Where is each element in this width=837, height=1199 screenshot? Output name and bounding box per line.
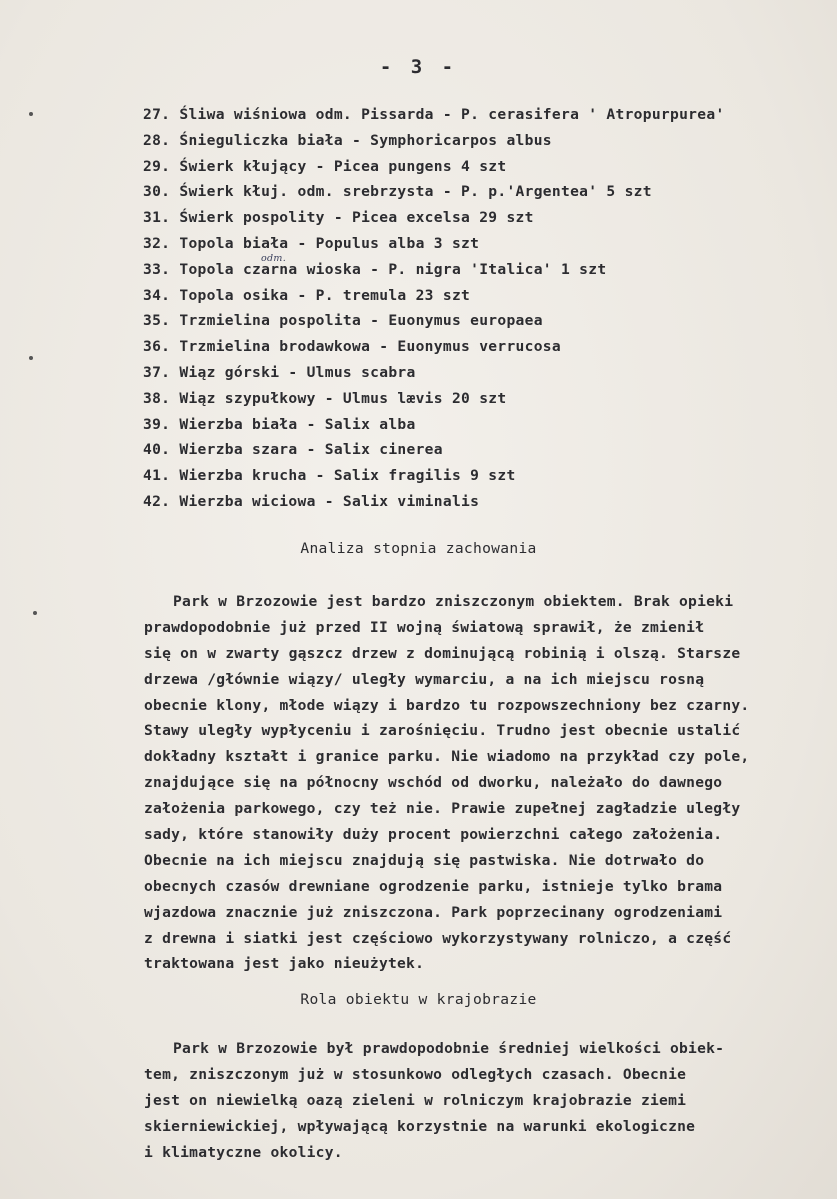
item-number: 37. <box>143 363 171 381</box>
binder-hole-mark <box>33 611 37 615</box>
species-list-item <box>143 252 823 283</box>
text-line: się on w zwarty gąszcz drzew z dominującą robinią i olszą. Starsze <box>144 644 741 662</box>
text-line: obecnie klony, młode wiązy i bardzo tu rozpowszechniony bez czarny. <box>144 696 750 714</box>
text-line: obecnych czasów drewniane ogrodzenie parku, istnieje tylko brama <box>144 877 723 895</box>
species-list-item <box>143 102 823 128</box>
binder-hole-mark <box>29 112 33 116</box>
item-text: Świerk kłuj. odm. srebrzysta - P. p.'Argentea' 5 szt <box>179 183 652 201</box>
text-line: Stawy uległy wypłyceniu i zarośnięciu. Trudno jest obecnie ustalić <box>144 722 741 740</box>
item-number: 28. <box>143 131 171 149</box>
species-list-item <box>143 360 823 386</box>
species-list <box>143 102 823 515</box>
item-number: 41. <box>143 467 171 485</box>
item-number: 32. <box>143 234 171 252</box>
binder-hole-mark <box>29 356 33 360</box>
text-line: sady, które stanowiły duży procent powierzchni całego założenia. <box>144 826 723 844</box>
item-number: 40. <box>143 441 171 459</box>
text-line: Park w Brzozowie jest bardzo zniszczonym obiektem. Brak opieki <box>173 593 734 610</box>
preservation-paragraph <box>144 589 823 977</box>
species-list-item <box>143 283 823 309</box>
species-list-item <box>143 154 823 180</box>
item-number: 30. <box>143 183 171 201</box>
item-text: Wierzba biała - Salix alba <box>179 415 416 433</box>
text-line: i klimatyczne okolicy. <box>144 1143 343 1161</box>
species-list-item <box>143 334 823 360</box>
item-text: Trzmielina pospolita - Euonymus europaea <box>179 312 543 330</box>
item-text: Świerk pospolity - Picea excelsa 29 szt <box>179 209 534 227</box>
text-line: Park w Brzozowie był prawdopodobnie średniej wielkości obiek- <box>173 1040 725 1057</box>
item-text: Śliwa wiśniowa odm. Pissarda - P. cerasifera ' Atropurpurea' <box>179 106 725 123</box>
text-line: z drewna i siatki jest częściowo wykorzystywany rolniczo, a część <box>144 929 732 947</box>
species-list-item <box>143 437 823 463</box>
text-line: jest on niewielką oazą zieleni w rolniczym krajobrazie ziemi <box>144 1091 687 1109</box>
species-list-item <box>143 308 823 334</box>
item-text: Wiąz górski - Ulmus scabra <box>179 363 416 381</box>
item-number: 34. <box>143 286 171 304</box>
item-text: Topola osika - P. tremula 23 szt <box>179 286 471 304</box>
item-number: 39. <box>143 415 171 433</box>
item-text: Śnieguliczka biała - Symphoricarpos albus <box>179 131 552 149</box>
item-text: Topola czarna wioska - P. nigra 'Italica' 1 szt <box>179 260 607 278</box>
species-list-item <box>143 412 823 438</box>
text-line: traktowana jest jako nieużytek. <box>144 955 425 973</box>
text-line: prawdopodobnie już przed II wojną światową sprawił, że zmienił <box>144 618 705 636</box>
text-line: tem, zniszczonym już w stosunkowo odległych czasach. Obecnie <box>144 1065 687 1083</box>
item-text: Trzmielina brodawkowa - Euonymus verrucosa <box>179 338 561 356</box>
item-text: Wierzba wiciowa - Salix viminalis <box>179 492 480 510</box>
item-number: 29. <box>143 157 171 175</box>
species-list-item <box>143 179 823 205</box>
page-number: - 3 - <box>379 56 458 78</box>
landscape-paragraph <box>144 1036 823 1165</box>
item-number: 35. <box>143 312 171 330</box>
item-number: 36. <box>143 338 171 356</box>
handwritten-insertion: odm. <box>261 252 287 264</box>
text-line: wjazdowa znacznie już zniszczona. Park poprzecinany ogrodzeniami <box>144 903 723 921</box>
item-text: Wierzba szara - Salix cinerea <box>179 441 443 459</box>
species-list-item <box>143 128 823 154</box>
text-line: dokładny kształt i granice parku. Nie wiadomo na przykład czy pole, <box>144 748 750 766</box>
item-text: Wierzba krucha - Salix fragilis 9 szt <box>179 467 516 485</box>
item-number: 27. <box>143 106 171 123</box>
species-list-item <box>143 489 823 515</box>
section-heading-preservation: Analiza stopnia zachowania <box>300 540 537 557</box>
species-list-item <box>143 205 823 231</box>
item-number: 42. <box>143 492 171 510</box>
section-heading-landscape: Rola obiektu w krajobrazie <box>300 991 537 1008</box>
species-list-item <box>143 231 823 257</box>
item-text: Topola biała - Populus alba 3 szt <box>179 234 480 252</box>
text-line: skierniewickiej, wpływającą korzystnie na warunki ekologiczne <box>144 1117 696 1135</box>
item-number: 38. <box>143 389 171 407</box>
item-number: 31. <box>143 209 171 227</box>
text-line: Obecnie na ich miejscu znajdują się pastwiska. Nie dotrwało do <box>144 851 705 869</box>
item-text: Wiąz szypułkowy - Ulmus lævis 20 szt <box>179 389 507 407</box>
text-line: założenia parkowego, czy też nie. Prawie zupełnej zagładzie uległy <box>144 800 741 818</box>
species-list-item <box>143 386 823 412</box>
item-number: 33. <box>143 260 171 278</box>
text-line: znajdujące się na północny wschód od dworku, należało do dawnego <box>144 774 723 792</box>
item-text: Świerk kłujący - Picea pungens 4 szt <box>179 157 507 175</box>
species-list-item <box>143 463 823 489</box>
text-line: drzewa /głównie wiązy/ uległy wymarciu, a na ich miejscu rosną <box>144 670 705 688</box>
